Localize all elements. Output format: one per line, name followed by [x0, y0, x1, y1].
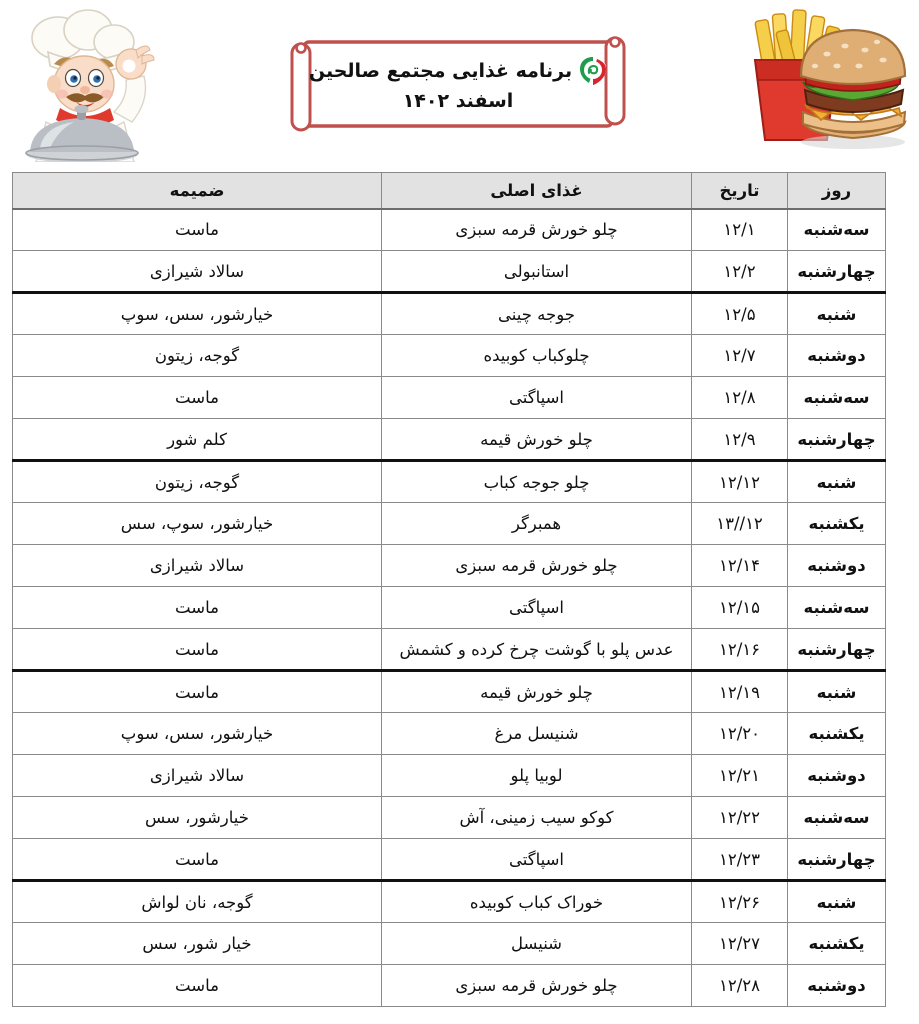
cell-main: اسپاگتی [382, 839, 692, 881]
table-row [13, 797, 886, 839]
cell-side: ماست [13, 587, 382, 629]
cell-side: سالاد شیرازی [13, 755, 382, 797]
cell-side: ماست [13, 629, 382, 671]
cell-main: کوکو سیب زمینی، آش [382, 797, 692, 839]
cell-side: گوجه، زیتون [13, 461, 382, 503]
table-row [13, 713, 886, 755]
cell-main: همبرگر [382, 503, 692, 545]
cell-main: شنیسل مرغ [382, 713, 692, 755]
cell-day: شنبه [788, 671, 886, 713]
cell-main: چلو خورش قرمه سبزی [382, 965, 692, 1007]
cell-date: ۱۲/۱۵ [692, 587, 788, 629]
cell-side: کلم شور [13, 419, 382, 461]
cell-side: گوجه، نان لواش [13, 881, 382, 923]
cell-day: چهارشنبه [788, 251, 886, 293]
table-row [13, 839, 886, 881]
cell-date: ۱۲/۲ [692, 251, 788, 293]
menu-table [12, 172, 886, 1007]
table-header-row [13, 173, 886, 209]
cell-side: خیارشور، سس، سوپ [13, 293, 382, 335]
cell-side: ماست [13, 209, 382, 251]
table-row [13, 629, 886, 671]
cell-side: خیارشور، سوپ، سس [13, 503, 382, 545]
cell-day: سه‌شنبه [788, 377, 886, 419]
cell-side: سالاد شیرازی [13, 251, 382, 293]
cell-date: ۱۲//۱۳ [692, 503, 788, 545]
cell-date: ۱۲/۷ [692, 335, 788, 377]
cell-main: چلو خورش قرمه سبزی [382, 545, 692, 587]
table-row [13, 923, 886, 965]
table-row [13, 251, 886, 293]
burger-and-fries-icon [741, 4, 911, 154]
cell-date: ۱۲/۹ [692, 419, 788, 461]
table-row [13, 209, 886, 251]
cell-side: ماست [13, 965, 382, 1007]
title-banner [282, 28, 634, 140]
cell-date: ۱۲/۱۲ [692, 461, 788, 503]
cell-side: ماست [13, 839, 382, 881]
cell-date: ۱۲/۸ [692, 377, 788, 419]
cell-main: چلو خورش قیمه [382, 671, 692, 713]
cell-day: یکشنبه [788, 503, 886, 545]
cell-day: دوشنبه [788, 965, 886, 1007]
table-row [13, 503, 886, 545]
column-header-day: روز [788, 173, 886, 209]
cell-date: ۱۲/۱۴ [692, 545, 788, 587]
column-header-date: تاریخ [692, 173, 788, 209]
cell-date: ۱۲/۱ [692, 209, 788, 251]
cell-day: چهارشنبه [788, 419, 886, 461]
table-row [13, 419, 886, 461]
cell-main: شنیسل [382, 923, 692, 965]
table-row [13, 293, 886, 335]
table-row [13, 965, 886, 1007]
table-row [13, 881, 886, 923]
cell-day: یکشنبه [788, 713, 886, 755]
table-row [13, 545, 886, 587]
cell-side: ماست [13, 671, 382, 713]
cell-day: یکشنبه [788, 923, 886, 965]
cell-day: دوشنبه [788, 755, 886, 797]
table-row [13, 461, 886, 503]
cell-day: سه‌شنبه [788, 797, 886, 839]
table-row [13, 755, 886, 797]
cell-date: ۱۲/۲۳ [692, 839, 788, 881]
page-header [0, 0, 919, 168]
cell-main: چلو جوجه کباب [382, 461, 692, 503]
cell-date: ۱۲/۲۰ [692, 713, 788, 755]
cell-day: دوشنبه [788, 545, 886, 587]
table-row [13, 377, 886, 419]
cell-main: چلو خورش قرمه سبزی [382, 209, 692, 251]
cell-date: ۱۲/۵ [692, 293, 788, 335]
banner-title: برنامه غذایی مجتمع صالحین [308, 60, 573, 82]
cell-main: چلو خورش قیمه [382, 419, 692, 461]
cell-date: ۱۲/۲۸ [692, 965, 788, 1007]
cell-day: شنبه [788, 881, 886, 923]
cell-main: خوراک کباب کوبیده [382, 881, 692, 923]
cell-day: چهارشنبه [788, 629, 886, 671]
table-header [13, 173, 886, 209]
cell-side: خیارشور، سس، سوپ [13, 713, 382, 755]
cell-main: استانبولی [382, 251, 692, 293]
cell-day: سه‌شنبه [788, 209, 886, 251]
cell-day: شنبه [788, 461, 886, 503]
cell-day: دوشنبه [788, 335, 886, 377]
cell-date: ۱۲/۱۹ [692, 671, 788, 713]
table-row [13, 587, 886, 629]
cell-main: لوبیا پلو [382, 755, 692, 797]
cell-date: ۱۲/۲۷ [692, 923, 788, 965]
table-row [13, 335, 886, 377]
cell-main: جوجه چینی [382, 293, 692, 335]
cell-day: شنبه [788, 293, 886, 335]
menu-table-wrapper [13, 172, 886, 1007]
cell-main: اسپاگتی [382, 587, 692, 629]
cell-main: چلوکباب کوبیده [382, 335, 692, 377]
cell-side: خیار شور، سس [13, 923, 382, 965]
cell-date: ۱۲/۲۱ [692, 755, 788, 797]
banner-subtitle: اسفند ۱۴۰۲ [402, 90, 514, 112]
table-body [13, 209, 886, 1007]
column-header-side: ضمیمه [13, 173, 382, 209]
table-row [13, 671, 886, 713]
column-header-main: غذای اصلی [382, 173, 692, 209]
chef-mascot-icon [2, 2, 170, 162]
cell-date: ۱۲/۱۶ [692, 629, 788, 671]
cell-main: عدس پلو با گوشت چرخ کرده و کشمش [382, 629, 692, 671]
salehin-shield-logo-icon [579, 56, 607, 86]
cell-day: سه‌شنبه [788, 587, 886, 629]
cell-side: ماست [13, 377, 382, 419]
cell-date: ۱۲/۲۲ [692, 797, 788, 839]
cell-date: ۱۲/۲۶ [692, 881, 788, 923]
cell-side: خیارشور، سس [13, 797, 382, 839]
cell-day: چهارشنبه [788, 839, 886, 881]
cell-main: اسپاگتی [382, 377, 692, 419]
cell-side: گوجه، زیتون [13, 335, 382, 377]
cell-side: سالاد شیرازی [13, 545, 382, 587]
